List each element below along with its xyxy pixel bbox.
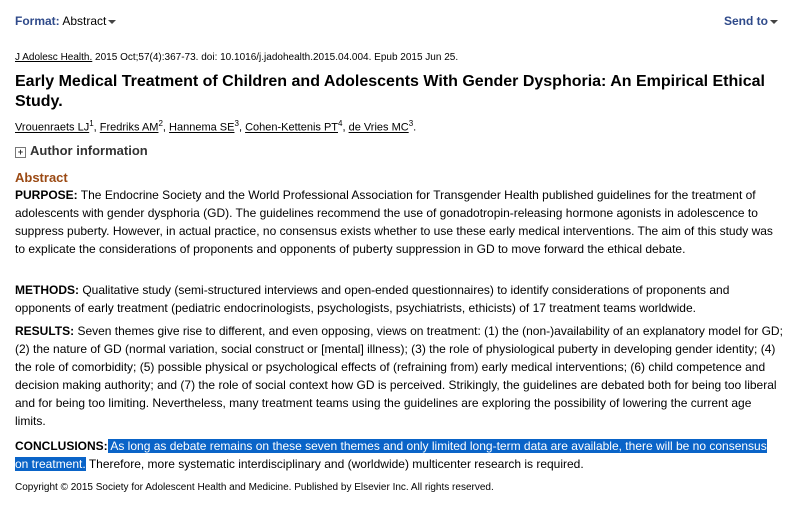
article-title: Early Medical Treatment of Children and Adolescents With Gender Dysphoria: An Empirical Ethical Study. (15, 73, 765, 110)
author-link[interactable]: Cohen-Kettenis PT (245, 121, 338, 134)
author-link[interactable]: de Vries MC (348, 121, 409, 134)
purpose-label: PURPOSE: (15, 188, 78, 202)
copyright: Copyright © 2015 Society for Adolescent Health and Medicine. Published by Elsevier Inc. All rights reserved. (15, 482, 494, 493)
conclusions-text: Therefore, more systematic interdisciplinary and (worldwide) multicenter research is required. (85, 457, 584, 471)
send-to-label: Send to (724, 14, 768, 28)
author-link[interactable]: Vrouenraets LJ (15, 121, 90, 134)
methods-label: METHODS: (15, 283, 79, 297)
caret-down-icon (770, 20, 778, 24)
selected-text[interactable]: As long as debate remains on these seven themes and only limited long-term data are available, there will be no consensus on treatment. (15, 439, 767, 471)
journal-link[interactable]: J Adolesc Health. (15, 52, 93, 63)
author-affiliation[interactable]: 3 (234, 119, 239, 128)
author-link[interactable]: Fredriks AM (99, 121, 159, 134)
author-affiliation[interactable]: 2 (158, 119, 163, 128)
author-link[interactable]: Hannema SE (169, 121, 235, 134)
abstract-purpose (15, 186, 783, 258)
abstract-results (15, 322, 783, 430)
abstract-methods (15, 281, 783, 317)
methods-text: Qualitative study (semi-structured interviews and open-ended questionnaires) to identify considerations of proponents and opponents of early treatment (pediatric endocrinologists, psychologists, psychiatrists, ethicists) of 17 treatment teams worldwide. (15, 283, 730, 315)
format-value: Abstract (62, 14, 107, 28)
author-affiliation[interactable]: 4 (338, 119, 343, 128)
expand-plus-icon: + (15, 147, 26, 158)
author-list: Vrouenraets $LJ^1$, Fredriks $AM^2$, Hannema $SE^3$, Cohen-Kettenis $PT^4$, de Vries $MC^3$. (15, 119, 417, 134)
author-information-toggle[interactable] (15, 143, 148, 158)
author-information-label: Author information (30, 143, 148, 158)
author-affiliation[interactable]: 3 (408, 119, 414, 128)
citation (15, 52, 458, 63)
author-affiliation[interactable]: 1 (89, 119, 94, 128)
results-label: RESULTS: (15, 324, 75, 338)
toolbar (15, 14, 778, 32)
format-dropdown[interactable] (15, 14, 116, 28)
abstract-heading: Abstract (15, 170, 68, 185)
results-text: Seven themes give rise to different, and even opposing, views on treatment: (1) the (non-)availability of an explanatory model for GD; (2) the nature of GD (normal variation, social construct or [mental] illness); (3) the role of physiological puberty in developing gender identity; (4) the role of comorbidity; (5) possible physical or psychological effects of (refraining from) early medical interventions; (6) child competence and decision making authority; and (7) the role of social context how GD is perceived. Strikingly, the guidelines are debated both for being too liberal and for being too limiting. Nevertheless, many treatment teams using the guidelines are exploring the possibility of lowering the current age limits. (15, 324, 783, 428)
send-to-button[interactable] (724, 14, 778, 28)
abstract-conclusions (15, 437, 783, 473)
format-label: Format: (15, 14, 60, 28)
caret-down-icon (108, 20, 116, 24)
purpose-text: The Endocrine Society and the World Professional Association for Transgender Health published guidelines for the treatment of adolescents with gender dysphoria (GD). The guidelines recommend the use of gonadotropin-releasing hormone agonists in adolescence to suppress puberty. However, in actual practice, no consensus exists whether to use these early medical interventions. The aim of this study was to explicate the considerations of proponents and opponents of puberty suppression in GD to move forward the ethical debate. (15, 188, 773, 256)
citation-details: 2015 Oct;57(4):367-73. doi: 10.1016/j.jadohealth.2015.04.004. Epub 2015 Jun 25. (92, 52, 459, 63)
conclusions-label: CONCLUSIONS: (15, 439, 108, 453)
